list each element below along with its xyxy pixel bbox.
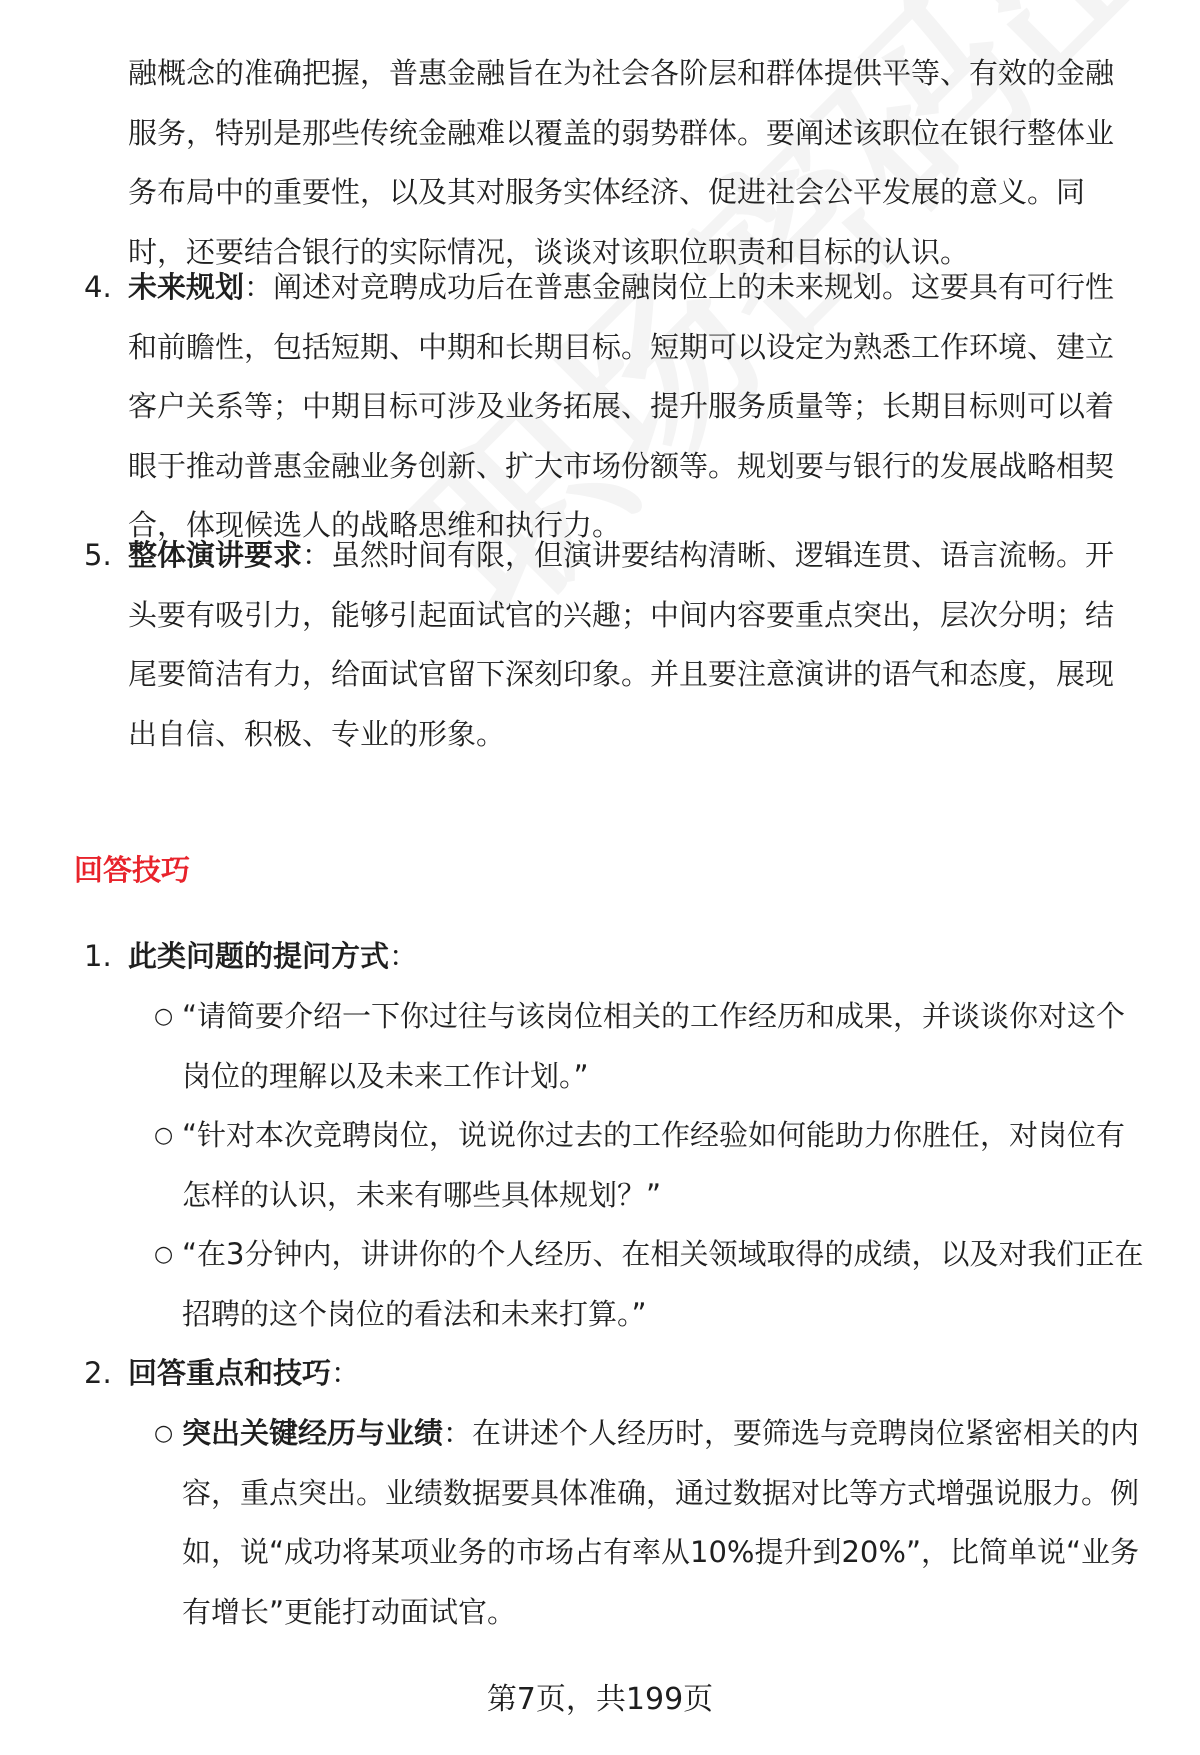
bullet-icon: ○ — [154, 1242, 174, 1267]
sample-question: “请简要介绍一下你过往与该岗位相关的工作经历和成果，并谈谈你对这个岗位的理解以及未来工作计划。” — [182, 999, 1126, 1093]
intro-paragraph: 融概念的准确把握，普惠金融旨在为社会各阶层和群体提供平等、有效的金融服务，特别是那些传统金融难以覆盖的弱势群体。要阐述该职位在银行整体业务布局中的重要性，以及其对服务实体经济、促进社会公平发展的意义。同时，还要结合银行的实际情况，谈谈对该职位职责和目标的认识。 — [128, 56, 1115, 269]
list-item-colon: ： — [389, 939, 419, 973]
page-footer: 第7页，共199页 — [486, 1682, 714, 1717]
list-number-5: 5. — [84, 538, 112, 572]
list-item-title: 未来规划 — [128, 270, 245, 304]
tip-key-experience — [182, 1404, 1152, 1642]
tip-title: 突出关键经历与业绩 — [182, 1416, 444, 1450]
list-number-2: 2. — [84, 1356, 112, 1390]
list-item-future-plan — [128, 258, 1138, 556]
sample-question: “在3分钟内，讲讲你的个人经历、在相关领域取得的成绩，以及对我们正在招聘的这个岗位的看法和未来打算。” — [182, 1237, 1144, 1331]
list-item-question-styles — [128, 927, 1138, 987]
list-item-title: 整体演讲要求 — [128, 538, 303, 572]
list-item-text: ：阐述对竞聘成功后在普惠金融岗位上的未来规划。这要具有可行性和前瞻性，包括短期、中期和长期目标。短期可以设定为熟悉工作环境、建立客户关系等；中期目标可涉及业务拓展、提升服务质量等；长期目标则可以着眼于推动普惠金融业务创新、扩大市场份额等。规划要与银行的发展战略相契合，体现候选人的战略思维和执行力。 — [128, 270, 1115, 542]
list-item-title: 此类问题的提问方式 — [128, 939, 390, 973]
list-number-4: 4. — [84, 270, 112, 304]
list-item-title: 回答重点和技巧 — [128, 1356, 332, 1390]
list-number-1: 1. — [84, 939, 112, 973]
bullet-icon: ○ — [154, 1004, 174, 1029]
list-item-text: ：虽然时间有限，但演讲要结构清晰、逻辑连贯、语言流畅。开头要有吸引力，能够引起面试官的兴趣；中间内容要重点突出，层次分明；结尾要简洁有力，给面试官留下深刻印象。并且要注意演讲的语气和态度，展现出自信、积极、专业的形象。 — [128, 538, 1115, 751]
list-item-colon: ： — [331, 1356, 361, 1390]
bullet-icon: ○ — [154, 1123, 174, 1148]
list-item-answer-tips — [128, 1344, 1138, 1404]
list-item-speech-requirements — [128, 526, 1138, 764]
section-heading: 回答技巧 — [74, 853, 191, 887]
sample-question: “针对本次竞聘岗位，说说你过去的工作经验如何能助力你胜任，对岗位有怎样的认识，未来有哪些具体规划？” — [182, 1118, 1126, 1212]
tip-text: ：在讲述个人经历时，要筛选与竞聘岗位紧密相关的内容，重点突出。业绩数据要具体准确，通过数据对比等方式增强说服力。例如，说“成功将某项业务的市场占有率从10%提升到20%”，比简单说“业务有增长”更能打动面试官。 — [182, 1416, 1140, 1629]
bullet-icon: ○ — [154, 1421, 174, 1446]
